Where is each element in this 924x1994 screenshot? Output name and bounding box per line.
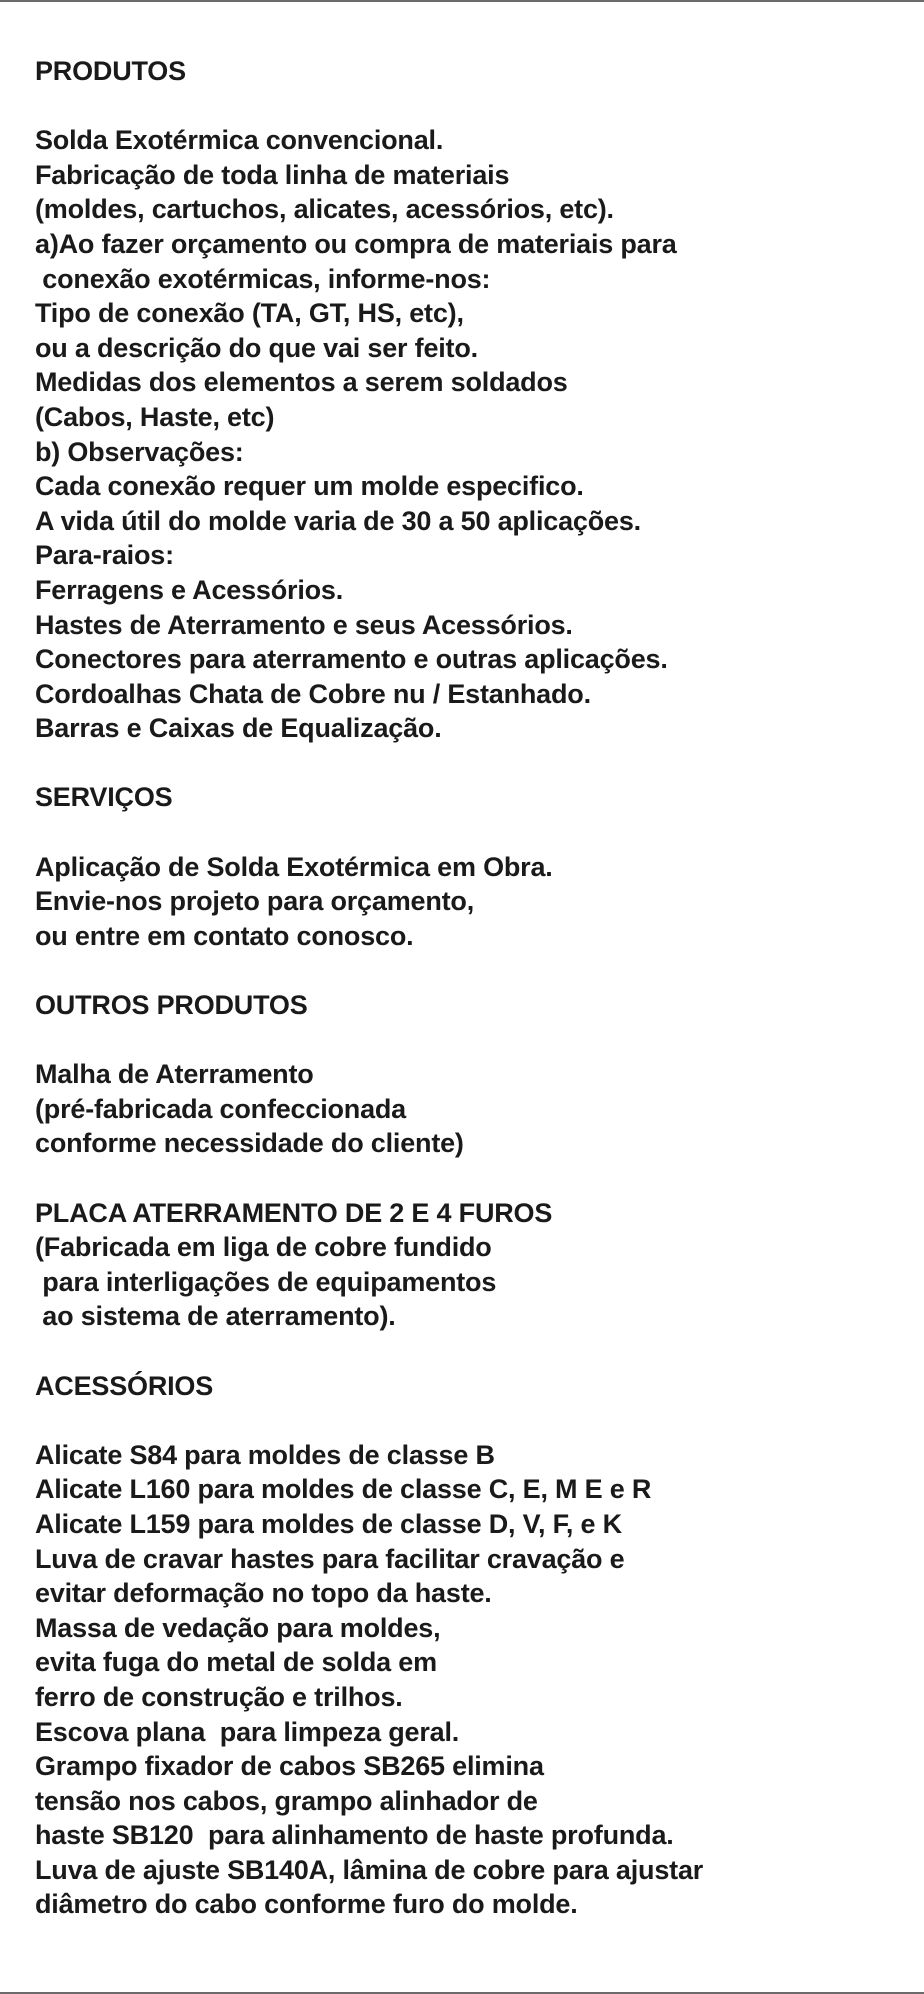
text-line: Alicate L159 para moldes de classe D, V, F, e K xyxy=(35,1508,622,1539)
text-line: Tipo de conexão (TA, GT, HS, etc), xyxy=(35,298,464,329)
text-line: Massa de vedação para moldes, xyxy=(35,1612,441,1643)
text-line: A vida útil do molde varia de 30 a 50 aplicações. xyxy=(35,505,641,536)
text-line: Ferragens e Acessórios. xyxy=(35,574,344,605)
text-line: haste SB120 para alinhamento de haste profunda. xyxy=(35,1820,674,1851)
section-gap xyxy=(35,746,905,781)
section xyxy=(35,1196,905,1334)
text-line: Envie-nos projeto para orçamento, xyxy=(35,886,474,917)
text-line: Malha de Aterramento xyxy=(35,1059,314,1090)
text-line: conexão exotérmicas, informe-nos: xyxy=(35,263,491,294)
text-line: evita fuga do metal de solda em xyxy=(35,1647,437,1678)
section-heading: PRODUTOS xyxy=(35,56,186,86)
section-gap xyxy=(35,1161,905,1196)
text-line: b) Observações: xyxy=(35,436,244,467)
section xyxy=(35,780,905,953)
text-line: a)Ao fazer orçamento ou compra de materiais para xyxy=(35,228,677,259)
text-line: Aplicação de Solda Exotérmica em Obra. xyxy=(35,851,553,882)
text-line: PLACA ATERRAMENTO DE 2 E 4 FUROS xyxy=(35,1197,553,1228)
text-line: Fabricação de toda linha de materiais xyxy=(35,159,510,190)
text-line: Solda Exotérmica convencional. xyxy=(35,125,444,156)
section-heading: ACESSÓRIOS xyxy=(35,1370,214,1401)
text-line: (Fabricada em liga de cobre fundido xyxy=(35,1232,492,1263)
section xyxy=(35,54,905,746)
text-line: Barras e Caixas de Equalização. xyxy=(35,713,442,744)
text-line: Conectores para aterramento e outras aplicações. xyxy=(35,644,668,675)
text-line: ao sistema de aterramento). xyxy=(35,1301,396,1332)
text-line: ou entre em contato conosco. xyxy=(35,920,414,951)
text-line: Medidas dos elementos a serem soldados xyxy=(35,367,568,398)
document-body xyxy=(35,54,905,1922)
heading-gap xyxy=(35,1023,905,1058)
text-line: Cada conexão requer um molde especifico. xyxy=(35,471,584,502)
section-gap xyxy=(35,1334,905,1369)
text-line: para interligações de equipamentos xyxy=(35,1266,497,1297)
text-line: (pré-fabricada confeccionada xyxy=(35,1093,407,1124)
text-line: Cordoalhas Chata de Cobre nu / Estanhado. xyxy=(35,678,591,709)
heading-gap xyxy=(35,89,905,124)
text-line: Alicate L160 para moldes de classe C, E, M E e R xyxy=(35,1474,652,1505)
section-heading: OUTROS PRODUTOS xyxy=(35,990,308,1021)
text-line: (moldes, cartuchos, alicates, acessórios, etc). xyxy=(35,194,614,225)
text-line: Hastes de Aterramento e seus Acessórios. xyxy=(35,609,573,640)
text-line: evitar deformação no topo da haste. xyxy=(35,1578,492,1609)
text-line: ferro de construção e trilhos. xyxy=(35,1681,403,1712)
section-heading: SERVIÇOS xyxy=(35,782,173,813)
text-line: Luva de cravar hastes para facilitar cravação e xyxy=(35,1543,625,1574)
heading-gap xyxy=(35,815,905,850)
text-line: (Cabos, Haste, etc) xyxy=(35,401,275,432)
text-line: Escova plana para limpeza geral. xyxy=(35,1716,460,1747)
section xyxy=(35,988,905,1161)
section xyxy=(35,1369,905,1923)
text-line: Grampo fixador de cabos SB265 elimina xyxy=(35,1751,544,1782)
text-line: Para-raios: xyxy=(35,540,174,571)
text-line: Alicate S84 para moldes de classe B xyxy=(35,1439,495,1470)
text-line: tensão nos cabos, grampo alinhador de xyxy=(35,1785,538,1816)
text-line: diâmetro do cabo conforme furo do molde. xyxy=(35,1889,578,1920)
text-line: conforme necessidade do cliente) xyxy=(35,1128,464,1159)
section-gap xyxy=(35,953,905,988)
heading-gap xyxy=(35,1403,905,1438)
text-line: Luva de ajuste SB140A, lâmina de cobre para ajustar xyxy=(35,1854,704,1885)
text-line: ou a descrição do que vai ser feito. xyxy=(35,332,478,363)
